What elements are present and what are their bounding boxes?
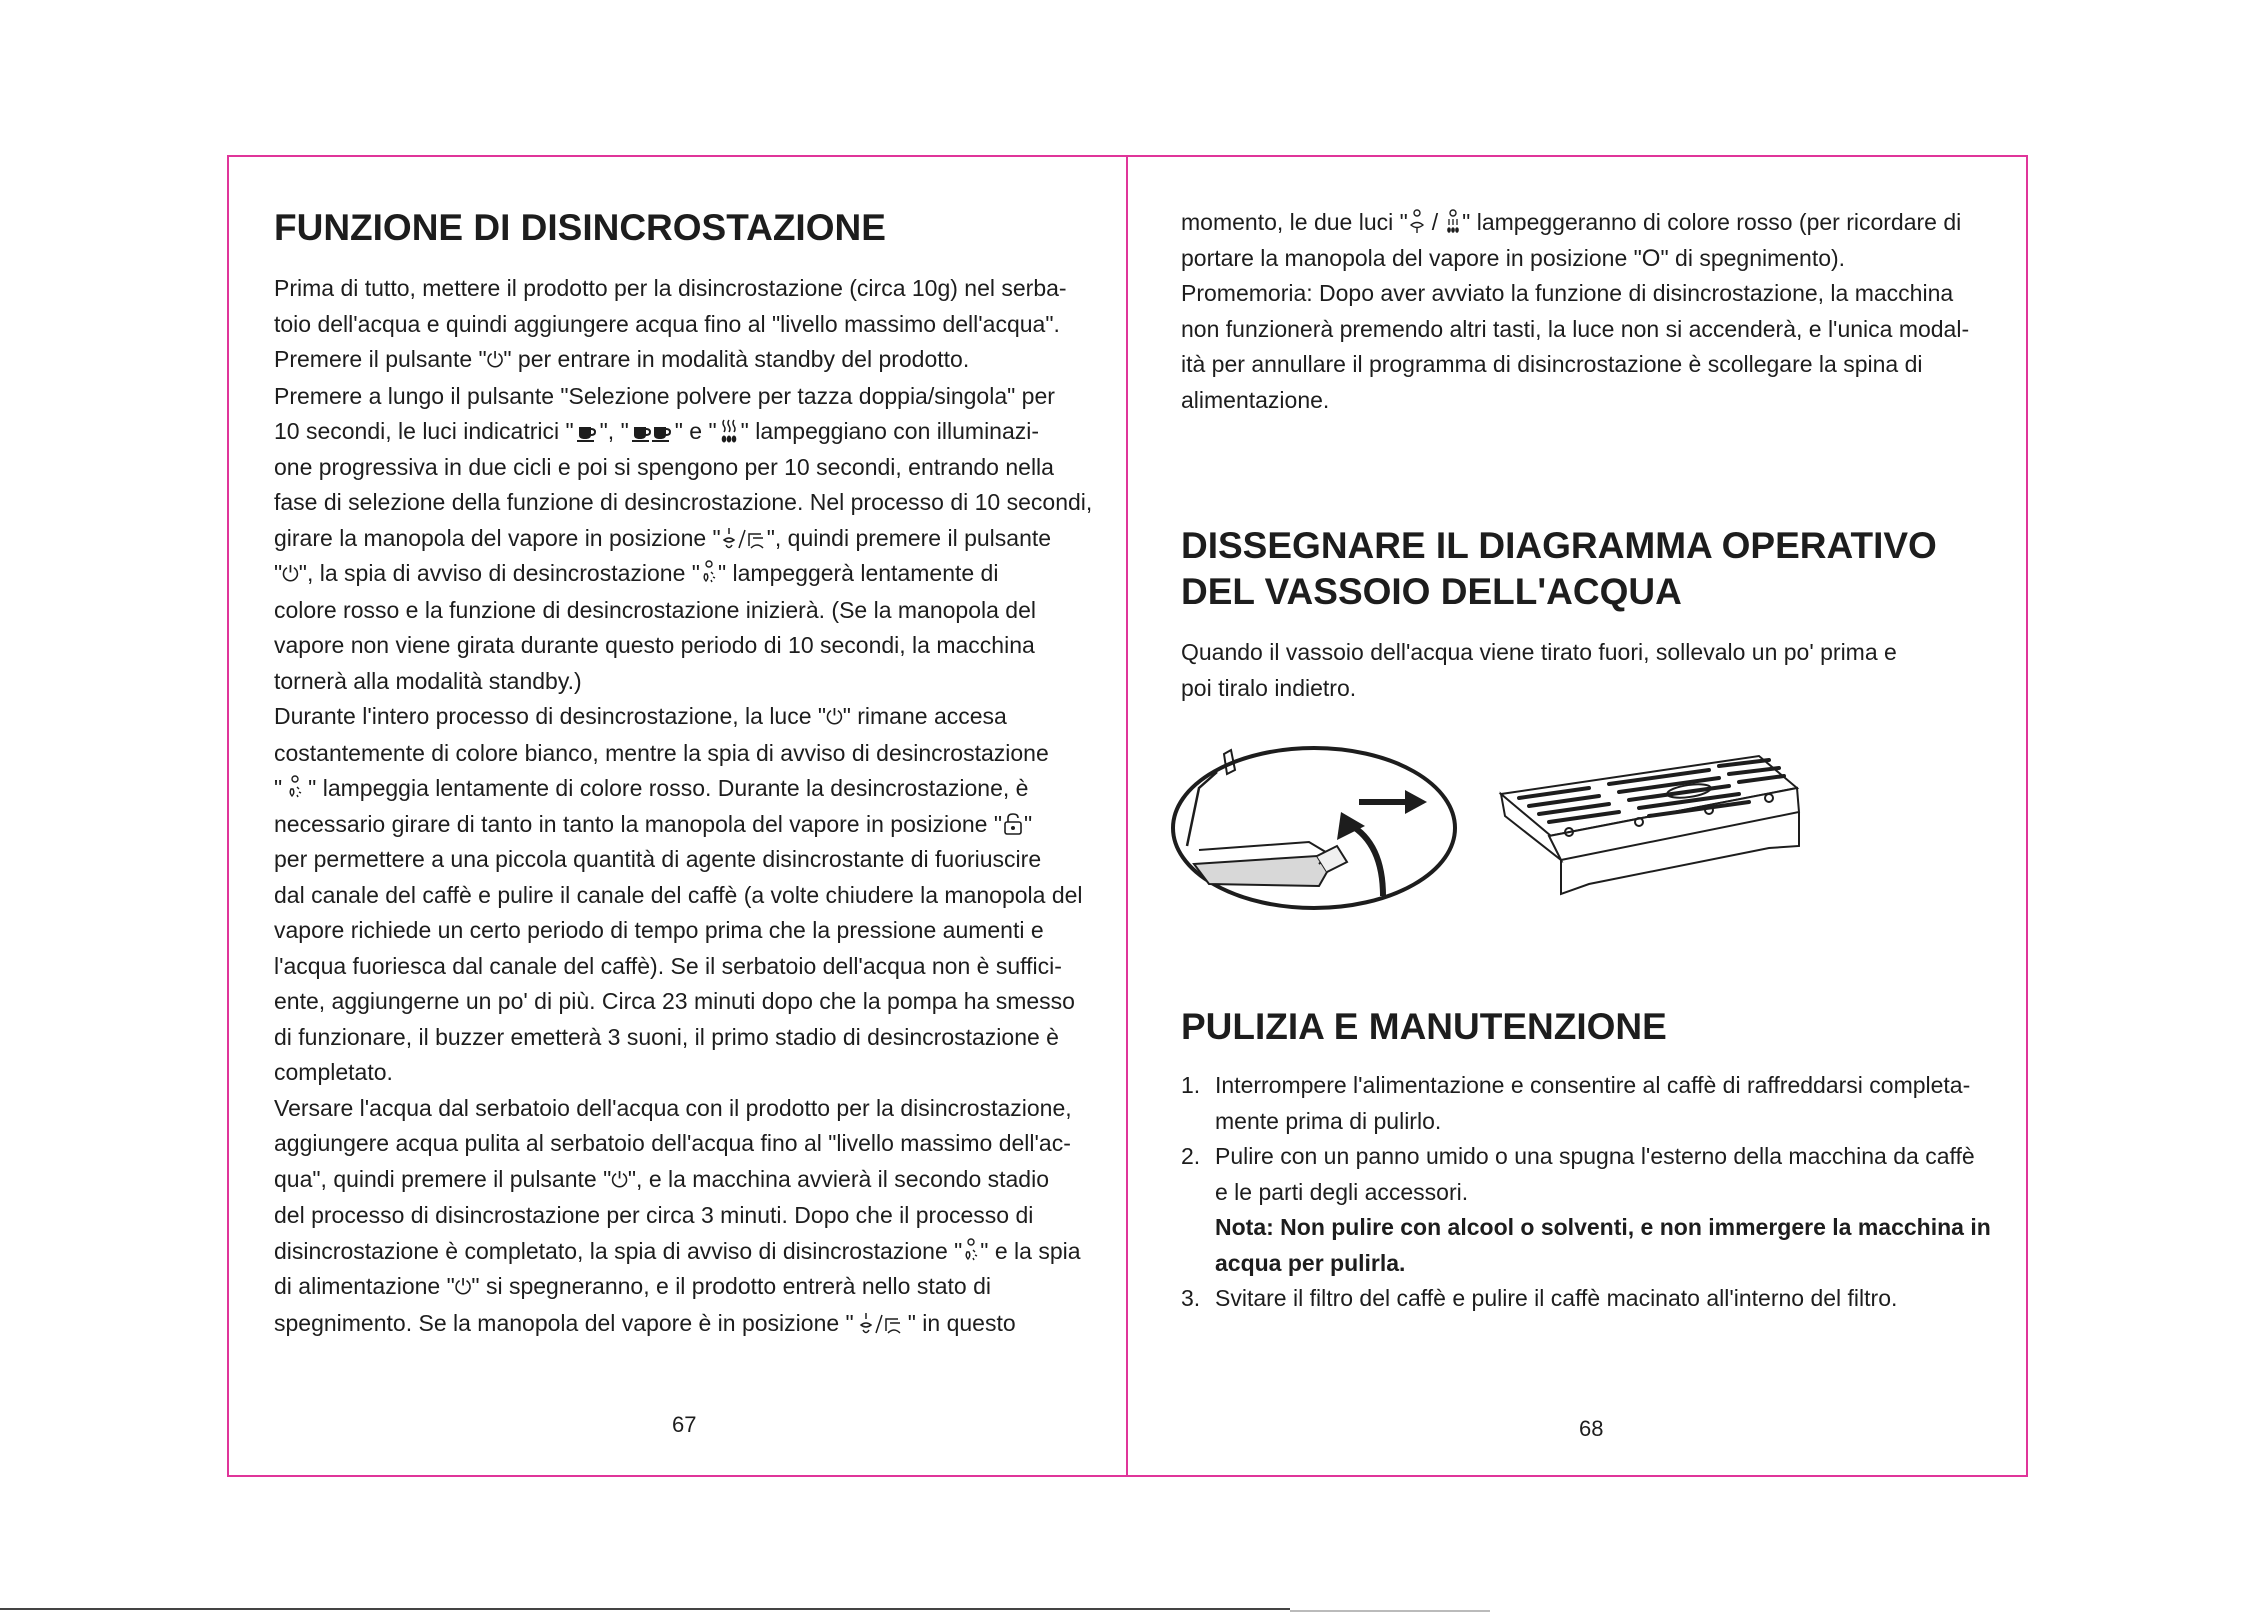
page-number-left: 67 xyxy=(672,1412,697,1437)
text-line: l'acqua fuoriesca dal canale del caffè). Se il serbatoio dell'acqua non è suffici- xyxy=(274,952,1062,979)
text-line: momento, le due luci " / " lampeggeranno di colore rosso (per ricordare di xyxy=(1181,209,1962,235)
text-line: alimentazione. xyxy=(1181,386,1330,413)
slash-separator: / xyxy=(1431,209,1439,235)
text-line: vapore richiede un certo periodo di tempo prima che la pressione aumenti e xyxy=(274,917,1044,943)
text-line: di alimentazione "⏻" si spegneranno, e il prodotto entrerà nello stato di xyxy=(274,1273,991,1299)
text-line: girare la manopola del vapore in posizione " ", quindi premere il pulsante xyxy=(274,524,1052,551)
text-line: toio dell'acqua e quindi aggiungere acqua fino al "livello massimo dell'acqua". xyxy=(274,310,1060,337)
text-line: Quando il vassoio dell'acqua viene tirato fuori, sollevalo un po' prima e xyxy=(1181,639,1897,665)
off-circle-icon: O xyxy=(1641,244,1661,272)
descaling-continued xyxy=(1181,205,2001,418)
steam-position-icon xyxy=(858,1311,904,1337)
text-line: portare la manopola del vapore in posizione "O" di spegnimento). xyxy=(1181,244,1846,272)
descale-warning-icon xyxy=(962,1238,980,1264)
steam-position-icon xyxy=(721,526,767,552)
text-line: costantemente di colore bianco, mentre la spia di avviso di desincrostazione xyxy=(274,739,1049,766)
section-title-cleaning: PULIZIA E MANUTENZIONE xyxy=(1181,1006,1667,1047)
list-item xyxy=(1181,1281,2001,1317)
double-cup-icon xyxy=(631,422,673,442)
text-line: per permettere a una piccola quantità di agente disincrostante di fuoriuscire xyxy=(274,846,1042,872)
text-line: Premere il pulsante "⏻" per entrare in modalità standby del prodotto. xyxy=(274,346,970,372)
list-text: Svitare il filtro del caffè e pulire il caffè macinato all'interno del filtro. xyxy=(1215,1285,1898,1311)
text-line: fase di selezione della funzione di desincrostazione. Nel processo di 10 secondi, xyxy=(274,489,1093,515)
list-number: 1. xyxy=(1181,1072,1201,1098)
cleaning-steps-list xyxy=(1181,1068,2001,1317)
tray-detail-oval xyxy=(1173,748,1455,908)
text-line: spegnimento. Se la manopola del vapore è in posizione " " in questo xyxy=(274,1309,1016,1336)
text-line: Versare l'acqua dal serbatoio dell'acqua con il prodotto per la disincrostazione, xyxy=(274,1094,1072,1121)
text-line: dal canale del caffè e pulire il canale del caffè (a volte chiudere la manopola del xyxy=(274,881,1083,908)
text-line: Promemoria: Dopo aver avviato la funzione di disincrostazione, la macchina xyxy=(1181,280,1954,306)
drip-tray-illustration xyxy=(1501,756,1799,894)
text-line: "⏻", la spia di avviso di desincrostazione " " lampeggerà lentamente di xyxy=(274,560,999,586)
right-page xyxy=(1181,205,2001,1317)
power-icon: ⏻ xyxy=(454,1275,472,1299)
text-line: non funzionerà premendo altri tasti, la luce non si accenderà, e l'unica modal- xyxy=(1181,315,1970,342)
power-icon: ⏻ xyxy=(282,562,299,586)
steam-warning-icon xyxy=(1408,209,1426,235)
list-item xyxy=(1181,1068,2001,1139)
scan-bottom-edge xyxy=(1290,1610,1490,1612)
text-line: completato. xyxy=(274,1059,393,1085)
list-text: e le parti degli accessori. xyxy=(1215,1178,1469,1205)
text-line: ente, aggiungerne un po' di più. Circa 23 minuti dopo che la pompa ha smesso xyxy=(274,988,1075,1014)
text-line: Prima di tutto, mettere il prodotto per la disincrostazione (circa 10g) nel serba- xyxy=(274,275,1067,301)
text-line: di funzionare, il buzzer emetterà 3 suoni, il primo stadio di desincrostazione è xyxy=(274,1023,1059,1050)
tray-instructions xyxy=(1181,635,2001,706)
text-line: colore rosso e la funzione di desincrostazione inizierà. (Se la manopola del xyxy=(274,596,1036,623)
power-icon: ⏻ xyxy=(826,705,843,729)
text-line: Durante l'intero processo di desincrostazione, la luce "⏻" rimane accesa xyxy=(274,703,1007,729)
page-number-right: 68 xyxy=(1579,1416,1604,1441)
list-item xyxy=(1181,1139,2001,1281)
descale-warning-icon xyxy=(286,775,304,801)
cleaning-note: Nota: Non pulire con alcool o solventi, e non immergere la macchina in xyxy=(1215,1214,1991,1240)
text-line: 10 secondi, le luci indicatrici " ", " " e " " lampeggiano con illuminazi- xyxy=(274,418,1040,444)
descaling-instructions xyxy=(274,271,1104,1341)
steam-drops-icon xyxy=(719,418,739,444)
list-text: mente prima di pulirlo. xyxy=(1215,1107,1442,1134)
text-line: ità per annullare il programma di disincrostazione è scollegare la spina di xyxy=(1181,351,1923,377)
list-text: Pulire con un panno umido o una spugna l'esterno della macchina da caffè xyxy=(1215,1143,1975,1169)
list-number: 3. xyxy=(1181,1285,1201,1311)
steam-drops-warning-icon xyxy=(1444,209,1462,235)
page-divider xyxy=(1126,155,1128,1477)
text-line: necessario girare di tanto in tanto la manopola del vapore in posizione " " xyxy=(274,810,1033,837)
text-line: " " lampeggia lentamente di colore rosso. Durante la desincrostazione, è xyxy=(274,775,1029,801)
text-line: del processo di disincrostazione per circa 3 minuti. Dopo che il processo di xyxy=(274,1202,1034,1228)
list-text: Interrompere l'alimentazione e consentire al caffè di raffreddarsi completa- xyxy=(1215,1072,1971,1098)
unlock-icon xyxy=(1002,812,1024,836)
power-icon: ⏻ xyxy=(611,1167,628,1192)
text-line: Premere a lungo il pulsante "Selezione polvere per tazza doppia/singola" per xyxy=(274,382,1055,409)
section-title-descaling: FUNZIONE DI DISINCROSTAZIONE xyxy=(274,207,886,248)
text-line: poi tiralo indietro. xyxy=(1181,674,1357,701)
scan-bottom-edge xyxy=(0,1608,1290,1610)
section-title-tray-line1: DISSEGNARE IL DIAGRAMMA OPERATIVO xyxy=(1181,525,1937,566)
descale-warning-icon xyxy=(700,560,718,586)
text-line: one progressiva in due cicli e poi si spengono per 10 secondi, entrando nella xyxy=(274,453,1054,480)
text-line: qua", quindi premere il pulsante "⏻", e la macchina avvierà il secondo stadio xyxy=(274,1165,1049,1192)
single-cup-icon xyxy=(576,422,598,442)
tray-diagram xyxy=(1169,736,1849,911)
text-line: vapore non viene girata durante questo periodo di 10 secondi, la macchina xyxy=(274,632,1035,658)
list-number: 2. xyxy=(1181,1143,1201,1169)
left-page xyxy=(274,205,1104,1341)
section-title-tray-line2: DEL VASSOIO DELL'ACQUA xyxy=(1181,571,1682,612)
text-line: aggiungere acqua pulita al serbatoio dell'acqua fino al "livello massimo dell'ac- xyxy=(274,1130,1071,1156)
cleaning-note: acqua per pulirla. xyxy=(1215,1249,1406,1276)
power-icon: ⏻ xyxy=(486,348,504,372)
text-line: disincrostazione è completato, la spia di avviso di disincrostazione " " e la spia xyxy=(274,1237,1081,1264)
text-line: tornerà alla modalità standby.) xyxy=(274,667,582,694)
